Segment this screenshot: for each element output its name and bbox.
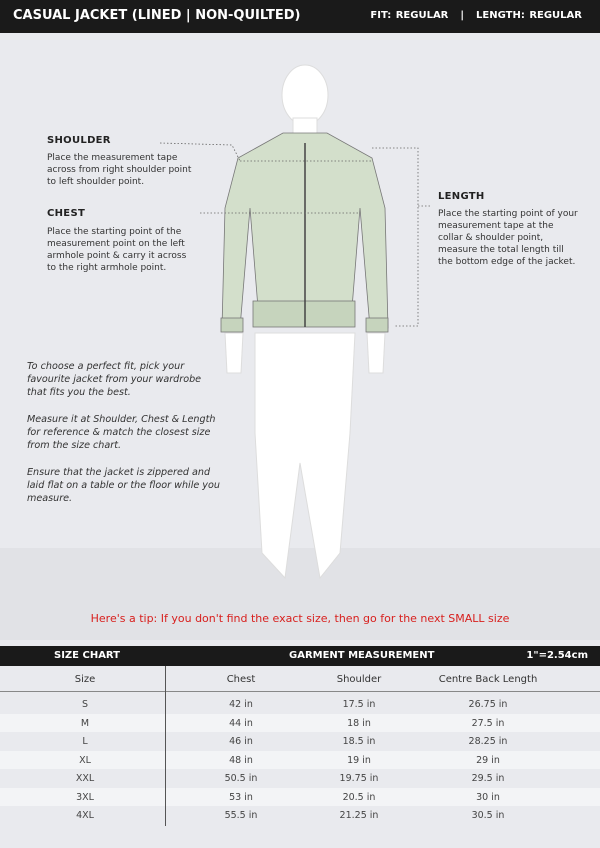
table-cell: 55.5 in [224,810,258,821]
jacket [221,133,388,332]
shoulder-label: SHOULDER [47,135,111,146]
fit-info [358,10,582,21]
text-line: the bottom edge of the jacket. [438,257,576,267]
text-line: To choose a perfect fit, pick your [27,361,185,372]
table-cell: 21.25 in [339,810,379,821]
table-cell: XL [79,754,91,766]
column-header: Centre Back Length [438,674,538,685]
text-line: Place the starting point of the [47,227,182,237]
chest-description [47,226,186,274]
column-header: Size [74,674,96,685]
table-cell: L [82,736,88,747]
table-row [0,714,600,733]
text-line: measurement tape at the [438,221,554,231]
text-line: that fits you the best. [27,387,131,398]
table-cell: 27.5 in [471,717,505,729]
text-line: Ensure that the jacket is zippered and [27,467,211,478]
table-cell: 26.75 in [468,699,508,710]
text-line: measure. [27,493,73,504]
table-title-bar [0,646,600,666]
text-line: measurement point on the left [47,239,185,249]
table-cell: 29 in [476,754,500,766]
fit-label: FIT: REGULAR [370,10,449,21]
zipper-note [27,466,242,505]
table-cell: XXL [75,773,95,784]
table-cell: 30.5 in [471,810,505,821]
text-line: for reference & match the closest size [27,427,211,438]
table-cell: 50.5 in [224,773,258,784]
text-line: from the size chart. [27,440,122,451]
fit-note [27,360,242,399]
jacket-figure-illustration [0,33,600,593]
header-bar [0,0,600,33]
text-line: armhole point & carry it across [47,251,187,261]
shoulder-description [47,152,191,188]
table-row [0,788,600,807]
text-line: Place the measurement tape [47,153,178,163]
table-cell: M [80,717,90,729]
table-cell: 18.5 in [342,736,376,747]
table-cell: 19 in [347,754,371,766]
table-cell: 28.25 in [468,736,508,747]
table-cell: 4XL [76,810,94,821]
length-description [438,208,578,268]
table-cell: 42 in [229,699,253,710]
column-header: Chest [226,674,256,685]
text-line: to the right armhole point. [47,263,167,273]
table-cell: 17.5 in [342,699,376,710]
unit-conversion: 1"=2.54cm [526,650,588,661]
table-row [0,732,600,751]
measure-note [27,413,242,452]
table-cell: 18 in [347,717,371,729]
table-cell: 44 in [229,717,253,729]
size-tip: Here's a tip: If you don't find the exact size, then go for the next SMALL size [90,612,510,625]
length-label: LENGTH: REGULAR [476,10,582,21]
table-cell: 20.5 in [342,791,376,803]
table-header-row [0,666,600,692]
column-divider [165,666,166,826]
size-chart-title: SIZE CHART [54,650,121,661]
length-label: LENGTH [438,191,485,202]
table-cell: 19.75 in [339,773,379,784]
separator: | [460,10,465,21]
product-title: CASUAL JACKET (LINED | NON-QUILTED) [13,8,301,23]
text-line: across from right shoulder point [47,165,192,175]
table-row [0,695,600,714]
text-line: Place the starting point of your [438,209,578,219]
table-cell: S [81,699,89,710]
text-line: favourite jacket from your wardrobe [27,374,202,385]
table-cell: 48 in [229,754,253,766]
text-line: measure the total length till [438,245,564,255]
table-row [0,751,600,770]
text-line: collar & shoulder point, [438,233,544,243]
text-line: laid flat on a table or the floor while you [27,480,220,491]
chest-label: CHEST [47,208,86,219]
table-cell: 46 in [229,736,253,747]
text-line: to left shoulder point. [47,177,145,187]
table-row [0,806,600,825]
column-header: Shoulder [336,674,382,685]
garment-measurement-title: GARMENT MEASUREMENT [289,650,435,661]
text-line: Measure it at Shoulder, Chest & Length [27,414,216,425]
table-cell: 29.5 in [471,773,505,784]
table-cell: 30 in [476,791,500,803]
table-cell: 53 in [229,791,253,803]
table-cell: 3XL [76,791,94,803]
table-row [0,769,600,788]
